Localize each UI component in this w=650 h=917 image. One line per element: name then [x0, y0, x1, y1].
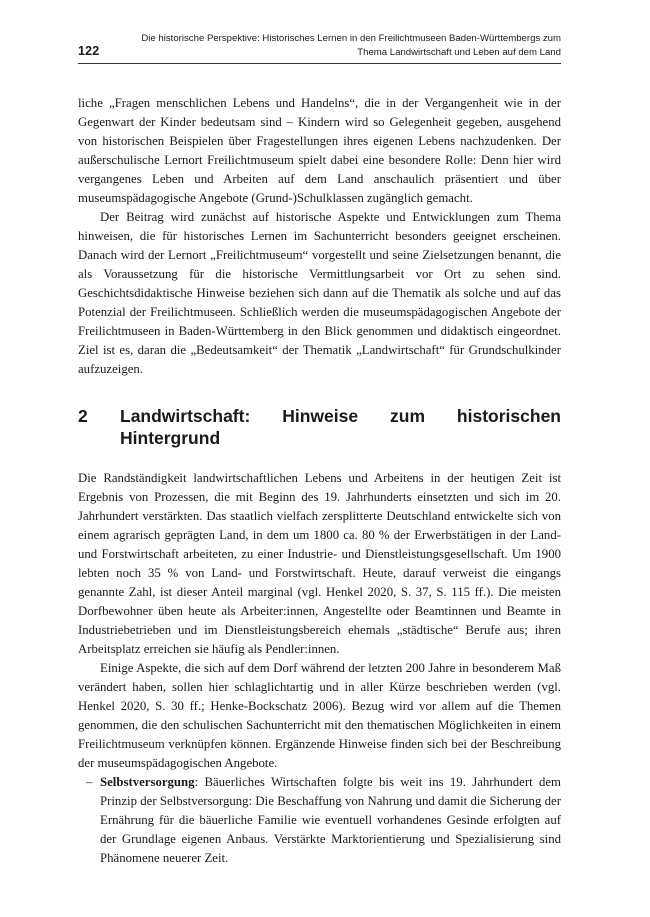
body-text	[78, 94, 561, 868]
paragraph-section-2: Einige Aspekte, die sich auf dem Dorf während der letzten 200 Jahre in besonderem Maß verändert haben, sollen hier schlaglichtartig und in aller Kürze beschrieben werden (vgl. Henkel 2020, S. 30 ff.; Henke-Bockschatz 2006). Bezug wird vor allem auf die Themen genommen, die den schulischen Sachunterricht mit den thematischen Möglichkeiten in einem Freilichtmuseum verknüpfen können. Ergänzende Hinweise finden sich bei der Beschreibung der museumspädagogischen Angebote.	[78, 661, 561, 770]
bullet-list	[78, 773, 561, 868]
page-number: 122	[78, 44, 100, 58]
document-page	[78, 30, 561, 868]
list-item-text: : Bäuerliches Wirtschaften folgte bis weit ins 19. Jahrhundert dem Prinzip der Selbstversorgung: Die Beschaffung von Nahrung und damit die Sicherung der Ernährung für die bäuerliche Familie wie eventuell vorhandenes Gesinde erfolgten auf der Grundlage eigenen Anbaus. Verstärkte Marktorientierung und Spezialisierung sind Phänomene neuerer Zeit.	[100, 775, 561, 865]
paragraph-intro-1: liche „Fragen menschlichen Lebens und Handelns“, die in der Vergangenheit wie in der Gegenwart der Kinder bedeutsam sind – Kindern wird so Gelegenheit gegeben, ausgehend von historischen Beispielen über Fragestellungen ihres eigenen Lebens nachzudenken. Der außerschulische Lernort Freilichtmuseum spielt dabei eine besondere Rolle: Denn hier wird vergangenes Leben und Arbeiten auf dem Land anschaulich präsentiert und über museumspädagogische Angebote (Grund-)Schulklassen zugänglich gemacht.	[78, 96, 561, 205]
list-item	[78, 773, 561, 868]
running-title	[141, 32, 561, 60]
paragraph-section-1: Die Randständigkeit landwirtschaftlichen Lebens und Arbeitens in der heutigen Zeit ist Ergebnis von Prozessen, die mit Beginn des 19. Jahrhunderts einsetzten und sich im 20. Jahrhundert verstärkten. Das staatlich vielfach zersplitterte Deutschland entwickelte sich von einem agrarisch geprägten Land, in dem um 1800 ca. 80 % der Erwerbstätigen in der Land- und Forstwirtschaft arbeiteten, zu einer Industrie- und Dienstleistungsgesellschaft. Um 1900 lebten noch 35 % von Land- und Forstwirtschaft. Heute, darauf verweist die eingangs genannte Zahl, ist dieser Anteil marginal (vgl. Henkel 2020, S. 37, S. 115 ff.). Die meisten Dorfbewohner üben heute als Arbeiter:innen, Angestellte oder Beamtinnen und Beamte in Industriebetrieben und im Dienstleistungsbereich ehemals „städtische“ Berufe aus; ihren Arbeitsplatz erreichen sie häufig als Pendler:innen.	[78, 471, 561, 656]
section-number: 2	[78, 406, 88, 426]
paragraph-intro-2: Der Beitrag wird zunächst auf historische Aspekte und Entwicklungen zum Thema hinweisen, die für historisches Lernen im Sachunterricht besonders geeignet erscheinen. Danach wird der Lernort „Freilichtmuseum“ vorgestellt und seine Zielsetzungen benannt, die als Voraussetzung für die historische Vermittlungsarbeit vor Ort zu sehen sind. Geschichtsdidaktische Hinweise beziehen sich dann auf die Thematik als solche und auf das Potenzial der Freilichtmuseen. Schließlich werden die museumspädagogischen Angebote der Freilichtmuseen in Baden-Württemberg in den Blick genommen und didaktisch eingeordnet. Ziel ist es, daran die „Bedeutsamkeit“ der Thematik „Landwirtschaft“ für Grundschulkinder aufzuzeigen.	[78, 210, 561, 376]
list-item-term: Selbstversorgung	[100, 775, 195, 789]
section-title: Landwirtschaft: Hinweise zum historischen Hintergrund	[120, 406, 561, 448]
running-header	[78, 30, 561, 64]
list-dash: –	[86, 775, 93, 789]
running-title-line-1: Die historische Perspektive: Historisches Lernen in den Freilichtmuseen Baden-Württembergs zum	[141, 33, 561, 44]
section-heading	[78, 405, 561, 449]
header-rule	[78, 63, 561, 64]
running-title-line-2: Thema Landwirtschaft und Leben auf dem Land	[357, 47, 561, 58]
